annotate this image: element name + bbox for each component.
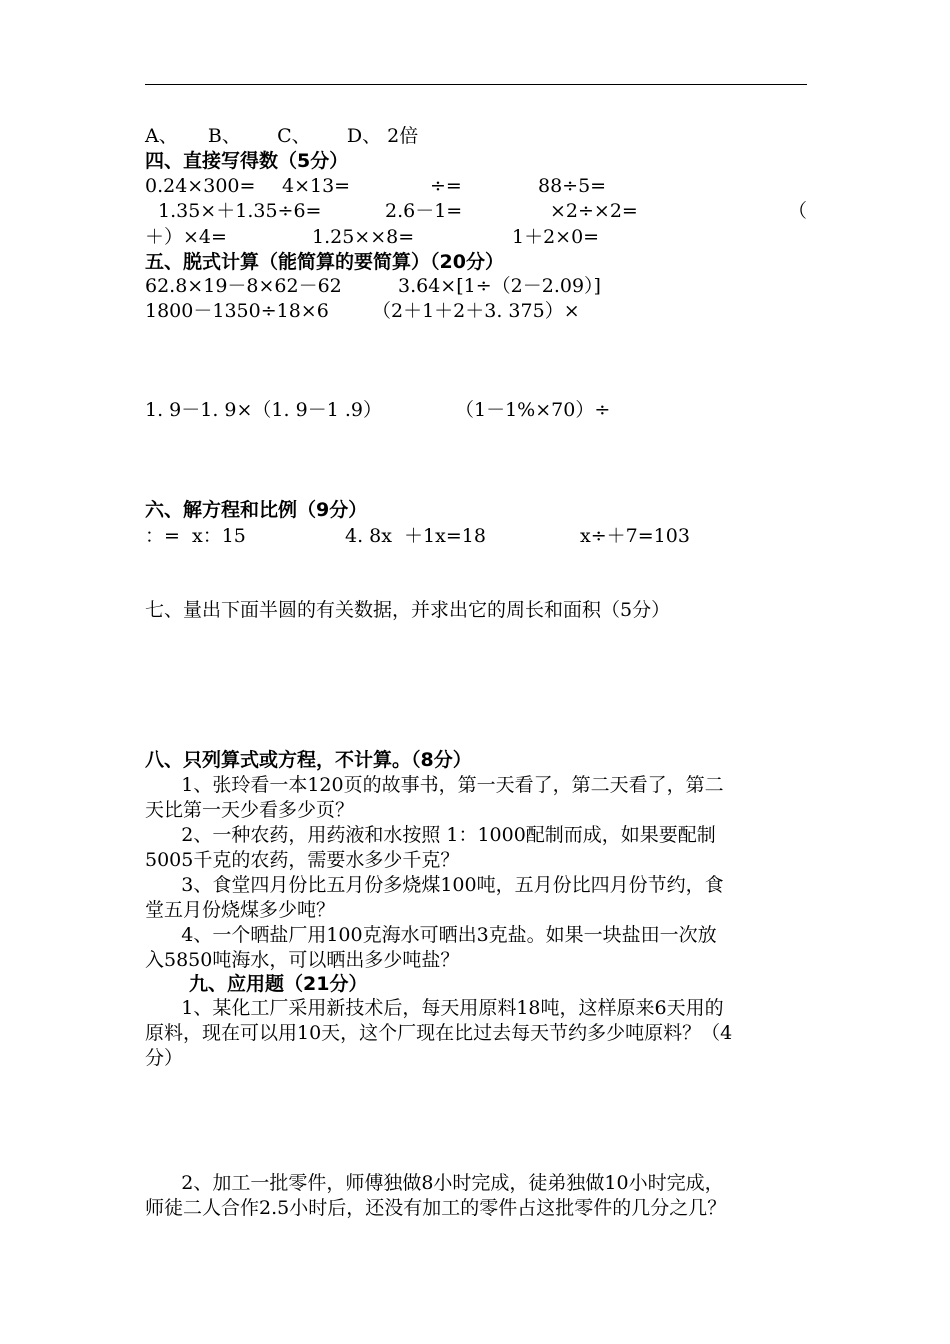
paragraph-line: 天比第一天少看多少页？	[145, 799, 355, 821]
calc-item: 3.64×[1÷（2－2.09）]	[398, 275, 601, 297]
paragraph-line: 2、加工一批零件，师傅独做8小时完成，徒弟独做10小时完成，	[145, 1172, 724, 1194]
calc-item: ÷=	[430, 175, 462, 197]
calc-item: （	[788, 200, 808, 222]
calc-item: ＋）×4=	[145, 226, 227, 248]
section-6-title: 六、解方程和比例（9分）	[145, 499, 368, 521]
section-7-title: 七、量出下面半圆的有关数据，并求出它的周长和面积（5分）	[145, 599, 671, 621]
calc-item: 1800－1350÷18×6	[145, 300, 329, 322]
paragraph-line: 5005千克的农药，需要水多少千克？	[145, 849, 460, 871]
section-5-title: 五、脱式计算（能简算的要简算）（20分）	[145, 251, 504, 273]
calc-item: ×2÷×2=	[550, 200, 638, 222]
calc-item: 88÷5=	[538, 175, 607, 197]
paragraph-line: 师徒二人合作2.5小时后，还没有加工的零件占这批零件的几分之几？	[145, 1197, 727, 1219]
section-8-title: 八、只列算式或方程，不计算。（8分）	[145, 749, 472, 771]
calc-item: 2.6－1=	[385, 200, 463, 222]
paragraph-line: 原料，现在可以用10天，这个厂现在比过去每天节约多少吨原料？（4	[145, 1022, 733, 1044]
equation-item: ：= x：15	[145, 525, 246, 547]
equation-item: 4. 8x ＋1x=18	[345, 525, 486, 547]
paragraph-line: 4、一个晒盐厂用100克海水可晒出3克盐。如果一块盐田一次放	[145, 924, 717, 946]
calc-item: （2＋1＋2＋3. 375）×	[372, 300, 580, 322]
paragraph-line: 1、某化工厂采用新技术后，每天用原料18吨，这样原来6天用的	[145, 997, 724, 1019]
header-rule	[145, 84, 807, 85]
paragraph-line: 1、张玲看一本120页的故事书，第一天看了，第二天看了，第二	[145, 774, 724, 796]
calc-item: 0.24×300=	[145, 175, 256, 197]
calc-item: （1－1%×70）÷	[455, 399, 611, 421]
paragraph-line: 3、食堂四月份比五月份多烧煤100吨，五月份比四月份节约，食	[145, 874, 724, 896]
section-4-title: 四、直接写得数（5分）	[145, 150, 349, 172]
calc-item: 4×13=	[282, 175, 351, 197]
calc-item: 1. 9－1. 9×（1. 9－1 .9）	[145, 399, 382, 421]
calc-item: 62.8×19－8×62－62	[145, 275, 342, 297]
section-9-title: 九、应用题（21分）	[189, 973, 368, 995]
paragraph-line: 堂五月份烧煤多少吨？	[145, 899, 336, 921]
paragraph-line: 2、一种农药，用药液和水按照 1：1000配制而成，如果要配制	[145, 824, 716, 846]
paragraph-line: 入5850吨海水，可以晒出多少吨盐？	[145, 949, 460, 971]
calc-item: 1.35×＋1.35÷6=	[158, 200, 322, 222]
choice-options-line: A、 B、 C、 D、 2倍	[145, 125, 419, 147]
calc-item: 1＋2×0=	[512, 226, 600, 248]
paragraph-line: 分）	[145, 1047, 184, 1069]
equation-item: x÷＋7=103	[580, 525, 690, 547]
calc-item: 1.25××8=	[312, 226, 415, 248]
